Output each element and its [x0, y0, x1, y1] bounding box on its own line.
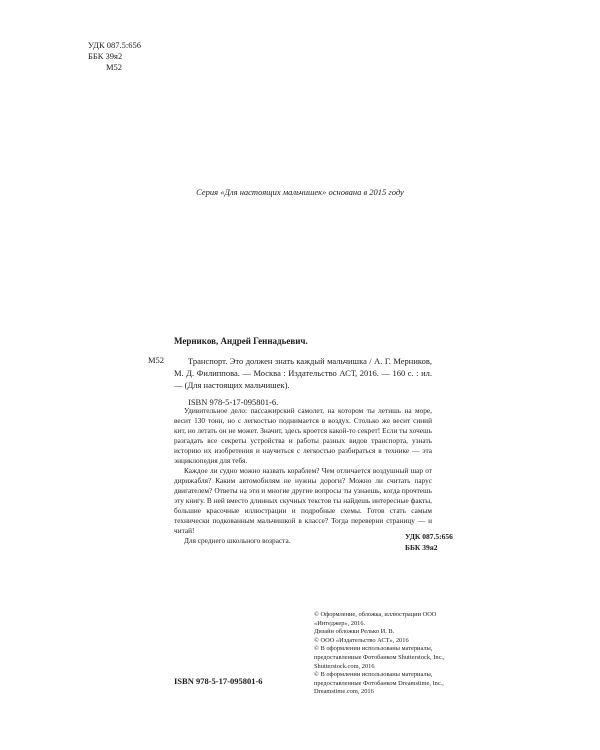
bbk-code: ББК 39я2	[88, 51, 123, 61]
udk-code: УДК 087.5:656	[88, 40, 141, 50]
age-note: Для среднего школьного возраста.	[184, 536, 291, 545]
copyright-line: Дизайн обложки Релько И. В.	[314, 628, 395, 636]
copyright-line: © В оформлении использованы материалы, предоставленные Фотобанком Shutterstock, Inc., Shutterstock.com, 2016	[314, 645, 445, 670]
isbn-footer: ISBN 978-5-17-095801-6	[174, 676, 263, 686]
classification-block	[405, 531, 453, 553]
copyright-line: © Оформление, обложка, иллюстрации ООО «Интеджер», 2016.	[314, 611, 437, 627]
author-sign-code: М52	[106, 62, 123, 72]
series-note: Серия «Для настоящих мальчишек» основана в 2015 году	[196, 187, 404, 197]
bbk-code-right: ББК 39я2	[405, 543, 438, 552]
catalog-isbn: ISBN 978-5-17-095801-6.	[188, 397, 279, 407]
book-abstract	[174, 406, 432, 546]
copyright-block	[314, 611, 449, 697]
udk-code-right: УДК 087.5:656	[405, 532, 453, 541]
copyright-line: © В оформлении использованы материалы, предоставленные Фотобанком Dreamstime, Inc., Dreamstime.com, 2016	[314, 671, 444, 696]
bibliographic-description: Транспорт. Это должен знать каждый мальчишка / А. Г. Мерников, М. Д. Филиппова. — Москва : Издательство АСТ, 2016. — 160 с. : ил. — (Для настоящих мальчишек).	[174, 356, 432, 390]
copyright-line: © ООО «Издательство АСТ», 2016	[314, 636, 409, 644]
udk-header-block	[88, 40, 141, 73]
bibliographic-record	[174, 355, 432, 408]
author-name: Мерников, Андрей Геннадьевич.	[174, 336, 308, 346]
abstract-paragraph: Каждое ли судно можно назвать кораблем? Чем отличается воздушный шар от дирижабля? Каким автомобилям не нужны дороги? Можно ли считать парус двигателем? Ответы на эти и многие другие вопросы ты узнаешь, когда прочтешь эту книгу. В ней вместо длинных скучных текстов ты найдешь интересные факты, большие красочные иллюстрации и подробные схемы. Готов стать самым технически подкованным мальчишкой в классе? Тогда переверни страницу — и читай!	[174, 466, 432, 535]
abstract-paragraph: Удивительное дело: пассажирский самолет, на котором ты летишь на море, весит 130 тонн, но с легкостью поднимается в воздух. Столько же весит синий кит, но летать он не может. Значит, здесь кроется какой-то секрет! Если ты хочешь разгадать все секреты устройства и работы разных видов транспорта, узнать историю их изобретения и научиться с легкостью разбираться в технике — эта энциклопедия для тебя.	[174, 406, 432, 465]
side-author-sign: М52	[148, 355, 165, 365]
